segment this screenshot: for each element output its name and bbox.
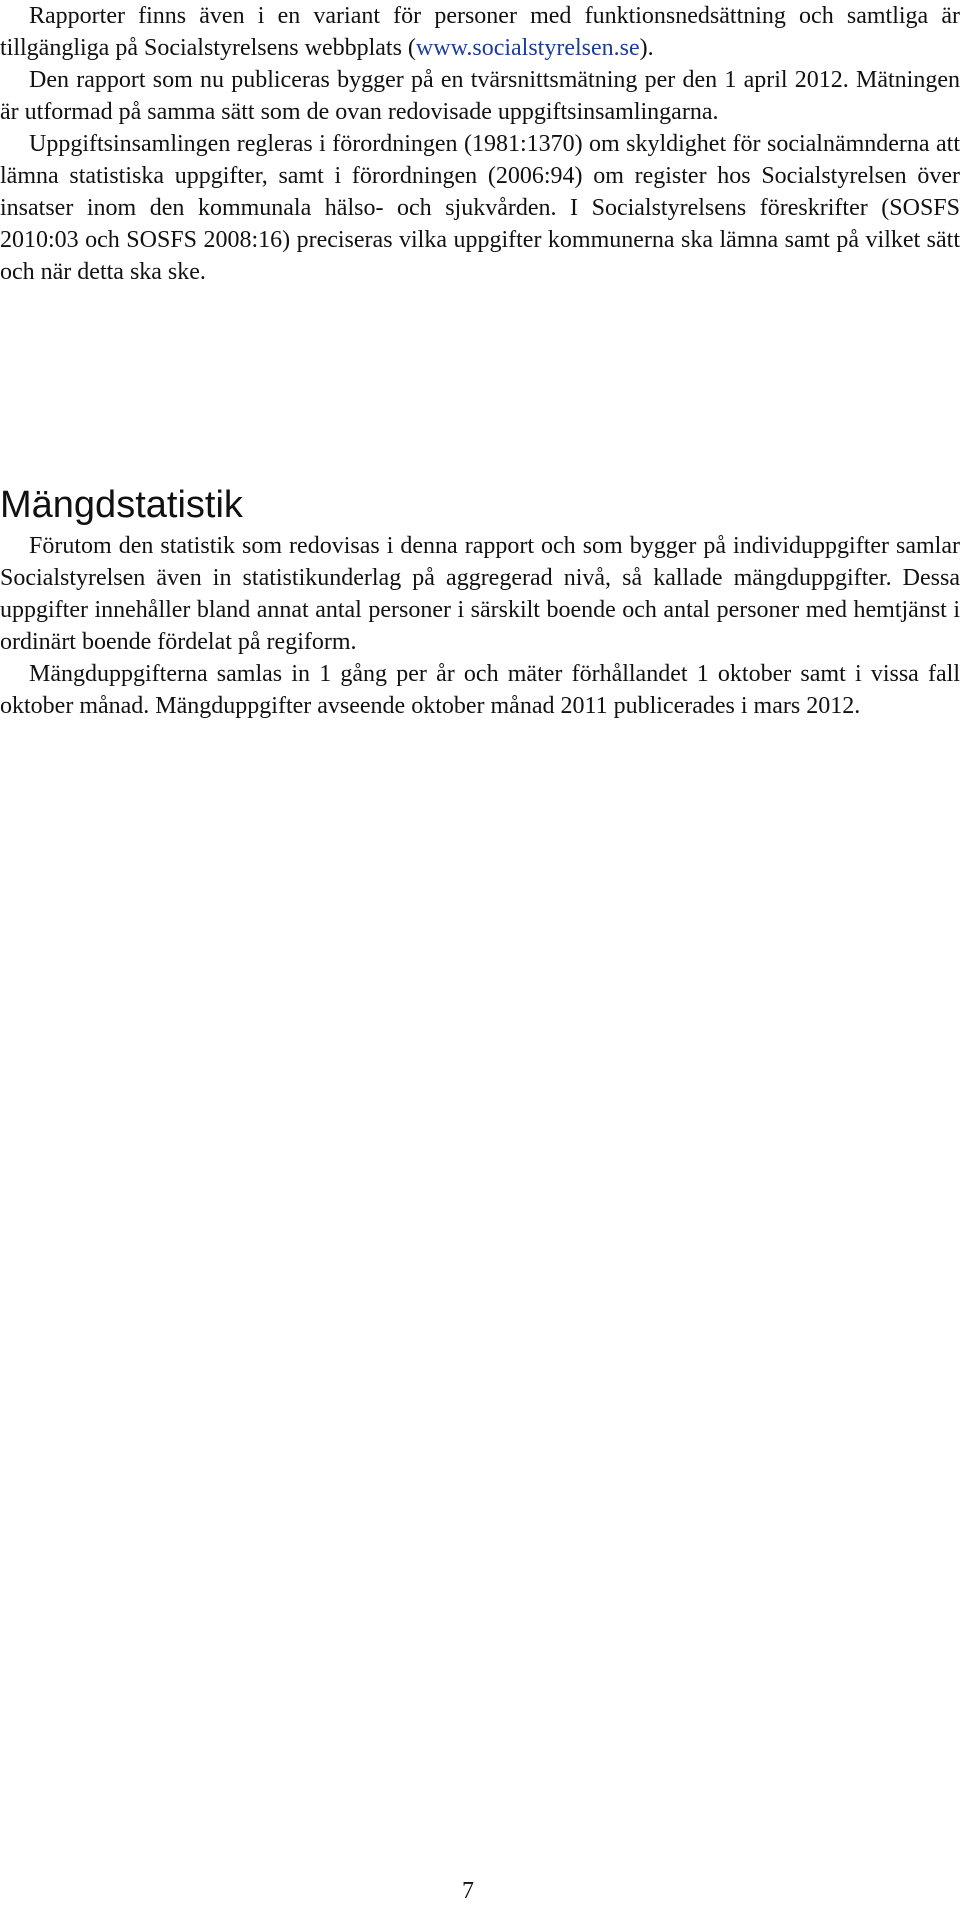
section-heading: Mängdstatistik xyxy=(0,484,243,526)
paragraph-regulation: Uppgiftsinsamlingen regleras i förordningen (1981:1370) om skyldighet för socialnämnderna att lämna statistiska uppgifter, samt i förordningen (2006:94) om register hos Socialstyrelsen över insatser inom den kommunala hälso- och sjukvården. I Socialstyrelsens föreskrifter (SOSFS 2010:03 och SOSFS 2008:16) preciseras vilka uppgifter kommunerna ska lämna samt på vilket sätt och när detta ska ske. xyxy=(0,131,960,285)
paragraph-report-variants xyxy=(0,0,960,64)
page-number: 7 xyxy=(462,1878,474,1904)
mangdstatistik-section xyxy=(0,530,960,722)
socialstyrelsen-website-link[interactable]: www.socialstyrelsen.se xyxy=(415,35,640,61)
paragraph-text: Rapporter finns även i en variant för personer med funktionsnedsättning och samtliga är tillgängliga på Socialstyrelsens webbplats ( xyxy=(0,3,960,61)
paragraph-text: ). xyxy=(639,35,654,61)
paragraph-collection-frequency: Mängduppgifterna samlas in 1 gång per år och mäter förhållandet 1 oktober samt i vissa fall oktober månad. Mängduppgifter avseende oktober månad 2011 publicerades i mars 2012. xyxy=(0,661,960,719)
intro-section xyxy=(0,0,960,288)
paragraph-cross-section: Den rapport som nu publiceras bygger på en tvärsnittsmätning per den 1 april 2012. Mätningen är utformad på samma sätt som de ovan redovisade uppgiftsinsamlingarna. xyxy=(0,67,960,125)
paragraph-aggregate-data: Förutom den statistik som redovisas i denna rapport och som bygger på individuppgifter samlar Socialstyrelsen även in statistikunderlag på aggregerad nivå, så kallade mängduppgifter. Dessa uppgifter innehåller bland annat antal personer i särskilt boende och antal personer med hemtjänst i ordinärt boende fördelat på regiform. xyxy=(0,533,960,655)
